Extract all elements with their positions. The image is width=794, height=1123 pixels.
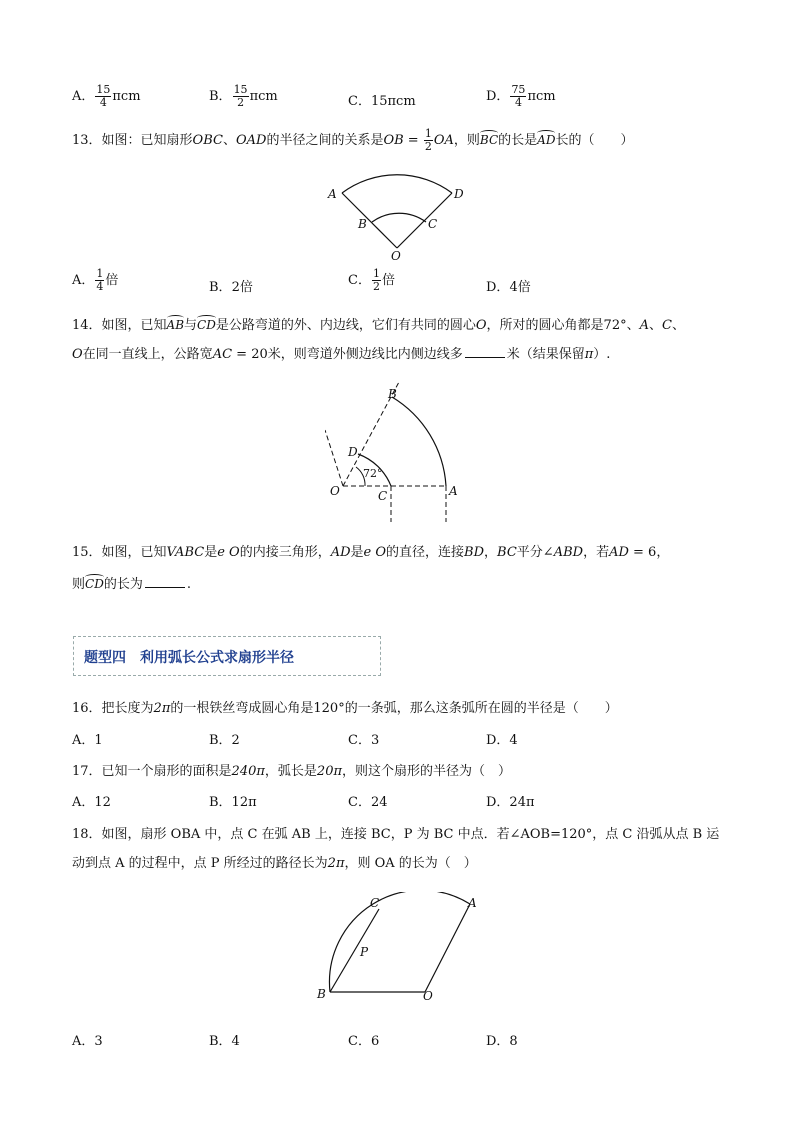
label-b: B [358, 217, 367, 231]
q17-option-c: C．24 [348, 795, 388, 810]
q17-option-b: B．12π [209, 795, 257, 810]
label-c: C [428, 217, 438, 231]
radius-oa [342, 193, 397, 248]
answer-blank [465, 357, 505, 358]
label-a: A [328, 187, 337, 201]
q13-option-d: D．4倍 [486, 280, 531, 295]
q15-stem-line2: 则CD的长为 . [72, 577, 191, 592]
q18-option-b: B．4 [209, 1034, 240, 1049]
q13-option-a: A． $\frac{1}{4}$ 倍 [72, 267, 119, 293]
q18-stem-line2: 动到点 A 的过程中，点 P 所经过的路径长为2π，则 OA 的长为（ ） [72, 856, 477, 871]
q17-option-a: A．12 [72, 795, 111, 810]
label-o: O [330, 484, 340, 498]
radius-od [397, 193, 452, 248]
fraction: $\frac{1}{2}$ [424, 127, 432, 153]
arc-notation: BC [479, 133, 499, 147]
label-c: C [370, 896, 380, 910]
dashed-ray-od [325, 430, 343, 486]
q12-option-a: A． $\frac{15}{4}$ πcm [72, 83, 141, 109]
q13-stem: 13．如图：已知扇形OBC、OAD的半径之间的关系是OB = $\frac{1}{2}$ OA，则BC的长是AD长的（ ） [72, 127, 634, 153]
q14-stem-line1: 14．如图，已知AB与CD是公路弯道的外、内边线，它们有共同的圆心O，所对的圆心角都是72°、A、C、 [72, 318, 685, 333]
q12-option-d: D． $\frac{75}{4}$ πcm [486, 83, 556, 109]
fraction: $\frac{1}{2}$ [372, 267, 380, 293]
q13-figure [320, 160, 480, 265]
q14-figure [325, 380, 465, 525]
inner-arc-bc [372, 213, 426, 222]
q16-option-c: C．3 [348, 733, 380, 748]
q16-option-a: A．1 [72, 733, 103, 748]
outer-arc-ab [392, 397, 446, 486]
label-angle: 72° [363, 467, 383, 480]
q18-option-d: D．8 [486, 1034, 518, 1049]
q18-stem-line1: 18．如图，扇形 OBA 中，点 C 在弧 AB 上，连接 BC，P 为 BC 中点．若∠AOB=120°，点 C 沿弧从点 B 运 [72, 827, 720, 842]
fraction: $\frac{1}{4}$ [96, 267, 104, 293]
q12-option-c: C．15πcm [348, 94, 416, 109]
q18-figure [315, 892, 490, 1007]
label-d: D [454, 187, 464, 201]
label-b: B [388, 387, 397, 401]
label-c: C [378, 489, 388, 503]
q18-option-a: A．3 [72, 1034, 103, 1049]
outer-arc-ad [342, 175, 452, 193]
answer-blank [145, 587, 185, 588]
q17-stem: 17．已知一个扇形的面积是240π，弧长是20π，则这个扇形的半径为（ ） [72, 764, 512, 779]
label-o: O [391, 249, 401, 263]
arc-notation: CD [85, 577, 104, 591]
fraction: $\frac{15}{2}$ [233, 83, 248, 109]
q16-stem: 16．把长度为2π的一根铁丝弯成圆心角是120°的一条弧，那么这条弧所在圆的半径是（ ） [72, 701, 618, 716]
label-a: A [468, 896, 477, 910]
label-o: O [423, 989, 433, 1003]
fraction: $\frac{15}{4}$ [96, 83, 111, 109]
q15-stem-line1: 15．如图，已知VABC是e O的内接三角形，AD是e O的直径，连接BD，BC平分∠ABD，若AD = 6， [72, 545, 670, 560]
q16-option-b: B．2 [209, 733, 240, 748]
label-p: P [360, 945, 369, 959]
label-a: A [449, 484, 458, 498]
label-b: B [317, 987, 326, 1001]
arc-notation: CD [197, 318, 216, 332]
q16-option-d: D．4 [486, 733, 518, 748]
arc-ba [329, 892, 470, 992]
q18-option-c: C．6 [348, 1034, 380, 1049]
q14-stem-line2: O在同一直线上，公路宽AC = 20米，则弯道外侧边线比内侧边线多 米（结果保留π）. [72, 347, 611, 362]
segment-bc [330, 909, 379, 992]
section-header [73, 636, 381, 676]
arc-notation: AB [166, 318, 185, 332]
label-d: D [348, 445, 358, 459]
section-title: 题型四 利用弧长公式求扇形半径 [84, 650, 294, 666]
q13-option-b: B．2倍 [209, 280, 253, 295]
segment-oa [425, 904, 470, 992]
q12-option-b: B． $\frac{15}{2}$ πcm [209, 83, 278, 109]
fraction: $\frac{75}{4}$ [511, 83, 526, 109]
arc-notation: AD [537, 133, 556, 147]
q17-option-d: D．24π [486, 795, 535, 810]
q13-option-c: C． $\frac{1}{2}$ 倍 [348, 267, 395, 293]
